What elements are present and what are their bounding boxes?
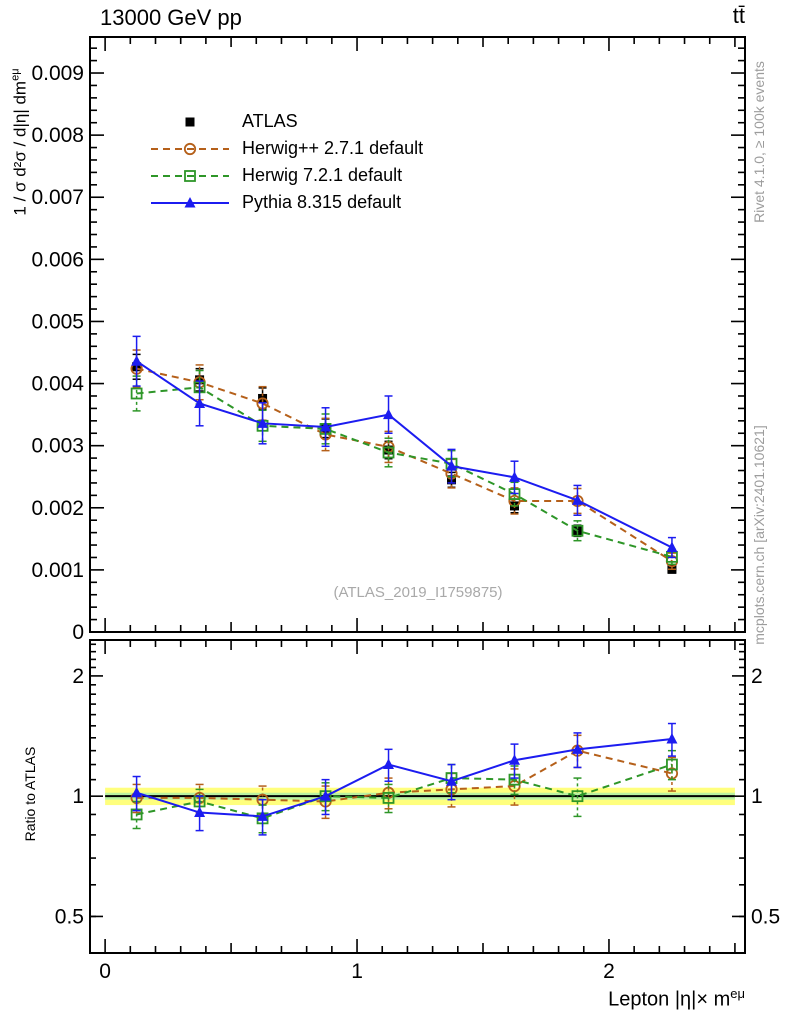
main-y-tick-label: 0.009 (31, 62, 84, 86)
mcplots-credit-label: mcplots.cern.ch [arXiv:2401.10621] (751, 425, 767, 645)
main-y-tick-label: 0.001 (31, 558, 84, 582)
ratio-y-tick-label-right: 0.5 (751, 905, 781, 929)
beam-energy-title: 13000 GeV pp (100, 5, 242, 30)
ratio-axis-label: Ratio to ATLAS (22, 746, 38, 842)
series-pythia-8-315-default-main (131, 336, 677, 557)
analysis-watermark: (ATLAS_2019_I1759875) (333, 584, 503, 601)
x-axis-label-superscript: eμ (730, 986, 745, 1001)
x-tick-label: 0 (99, 960, 111, 983)
main-y-tick-label: 0.004 (31, 372, 84, 396)
series-atlas-main (132, 354, 676, 573)
main-y-tick-label: 0.002 (31, 496, 84, 520)
main-y-tick-label: 0.007 (31, 186, 84, 210)
main-y-tick-labels (31, 62, 84, 644)
ratio-y-tick-label-left: 2 (72, 664, 84, 688)
ratio-y-tick-label-left: 0.5 (54, 905, 84, 929)
ratio-panel (55, 640, 780, 983)
x-tick-label: 1 (351, 960, 363, 983)
legend-label: Herwig 7.2.1 default (242, 165, 403, 185)
legend-label: Pythia 8.315 default (242, 192, 402, 212)
main-panel-frame (90, 37, 745, 632)
main-y-tick-label: 0.003 (31, 434, 84, 458)
y-axis-label-superscript: eμ (9, 68, 22, 81)
legend-label: ATLAS (242, 111, 298, 131)
y-axis-label-text: 1 / σ d²σ / d|η| dm (10, 80, 30, 216)
x-axis-label-text: Lepton |η|× m (608, 988, 731, 1011)
main-y-tick-label: 0.008 (31, 124, 84, 148)
legend-label: Herwig++ 2.7.1 default (242, 138, 424, 158)
main-panel (31, 37, 745, 644)
ratio-y-tick-label-right: 1 (751, 785, 763, 809)
main-y-tick-label: 0.005 (31, 310, 84, 334)
ratio-y-tick-label-right: 2 (751, 664, 763, 688)
series-herwig-7-2-1-default-main (132, 371, 677, 565)
x-tick-label: 2 (603, 960, 615, 983)
main-y-tick-label: 0 (72, 621, 84, 644)
series-pythia-8-315-default-ratio (131, 724, 677, 835)
main-axis-ticks (90, 37, 745, 632)
main-y-tick-label: 0.006 (31, 248, 84, 272)
process-label: tt̄ (732, 3, 745, 28)
rivet-version-label: Rivet 4.1.0, ≥ 100k events (751, 61, 767, 223)
ratio-y-tick-label-left: 1 (72, 785, 84, 809)
